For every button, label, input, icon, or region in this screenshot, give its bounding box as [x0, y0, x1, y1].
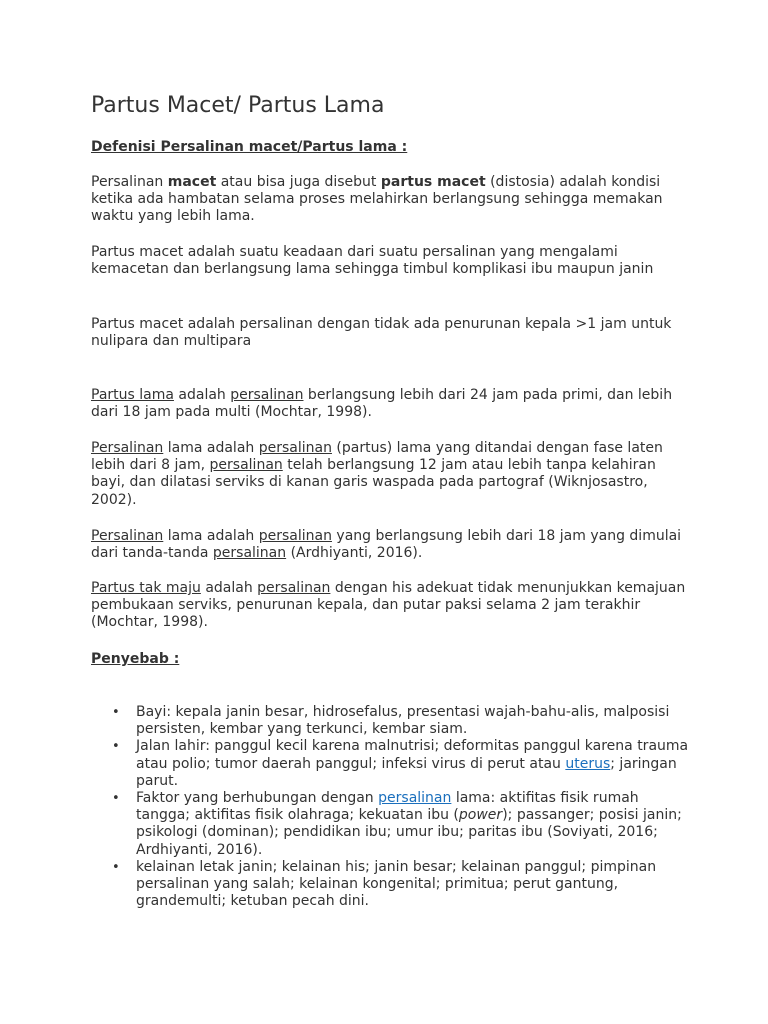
bullet-icon: •: [112, 705, 120, 720]
term-persalinan[interactable]: persalinan: [212, 545, 287, 562]
paragraph-2: Partus macet adalah suatu keadaan dari suatu persalinan yang mengalami kemacetan dan berlangsung lama sehingga timbul komplikasi ibu maupun janin: [91, 244, 654, 278]
term-persalinan[interactable]: persalinan: [257, 580, 331, 596]
paragraph-6: Persalinan lama adalah persalinan yang berlangsung lebih dari 18 jam yang dimulai dari tanda-tanda persalinan (Ardhiyanti, 2016).: [91, 528, 682, 562]
term-persalinan[interactable]: Persalinan: [91, 528, 164, 544]
page-title: Partus Macet/ Partus Lama: [91, 93, 385, 118]
link-uterus[interactable]: uterus: [565, 755, 611, 772]
cause-heading: Penyebab :: [91, 651, 180, 667]
bullet-icon: •: [112, 859, 120, 875]
term-partus-lama[interactable]: Partus lama: [91, 387, 174, 403]
term-partus-tak-maju[interactable]: Partus tak maju: [91, 580, 201, 596]
term-persalinan[interactable]: persalinan: [258, 528, 332, 544]
list-item: • Faktor yang berhubungan dengan persalinan lama: aktifitas fisik rumah tangga; aktifitas fisik olahraga; kekuatan ibu (power); passanger; posisi janin; psikologi (dominan); pendidikan ibu; umur ibu; paritas ibu (Soviyati, 2016; Ardhiyanti, 2016).: [112, 790, 682, 858]
cause-list: [91, 704, 691, 910]
paragraph-4: Partus lama adalah persalinan berlangsung lebih dari 24 jam pada primi, dan lebih dari 18 jam pada multi (Mochtar, 1998).: [91, 387, 673, 421]
paragraph-3: Partus macet adalah persalinan dengan tidak ada penurunan kepala >1 jam untuk nulipara dan multipara: [91, 316, 672, 350]
paragraph-5: Persalinan lama adalah persalinan (partus) lama yang ditandai dengan fase laten lebih dari 8 jam, persalinan telah berlangsung 12 jam atau lebih tanpa kelahiran bayi, dan dilatasi serviks di kanan garis waspada pada partograf (Wiknjosastro, 2002).: [91, 440, 663, 508]
bullet-icon: •: [112, 791, 120, 807]
definition-heading: Defenisi Persalinan macet/Partus lama :: [91, 139, 408, 155]
list-item: • Bayi: kepala janin besar, hidrosefalus, presentasi wajah-bahu-alis, malposisi persisten, kembar yang terkunci, kembar siam.: [112, 704, 670, 738]
paragraph-1: Persalinan macet atau bisa juga disebut partus macet (distosia) adalah kondisi ketika ada hambatan selama proses melahirkan berlangsung sehingga memakan waktu yang lebih lama.: [91, 174, 663, 225]
term-persalinan[interactable]: Persalinan: [91, 440, 164, 456]
term-persalinan[interactable]: persalinan: [230, 387, 304, 403]
bullet-icon: •: [112, 739, 120, 755]
link-persalinan[interactable]: persalinan: [378, 790, 452, 807]
term-persalinan[interactable]: persalinan: [258, 440, 332, 456]
paragraph-7: Partus tak maju adalah persalinan dengan his adekuat tidak menunjukkan kemajuan pembukaan serviks, penurunan kepala, dan putar paksi selama 2 jam terakhir (Mochtar, 1998).: [91, 580, 686, 631]
list-item: • Jalan lahir: panggul kecil karena malnutrisi; deformitas panggul karena trauma atau polio; tumor daerah panggul; infeksi virus di perut atau uterus; jaringan parut.: [112, 738, 689, 789]
list-item: • kelainan letak janin; kelainan his; janin besar; kelainan panggul; pimpinan persalinan yang salah; kelainan kongenital; primitua; perut gantung, grandemulti; ketuban pecah dini.: [112, 858, 657, 910]
term-persalinan[interactable]: persalinan: [209, 457, 283, 474]
